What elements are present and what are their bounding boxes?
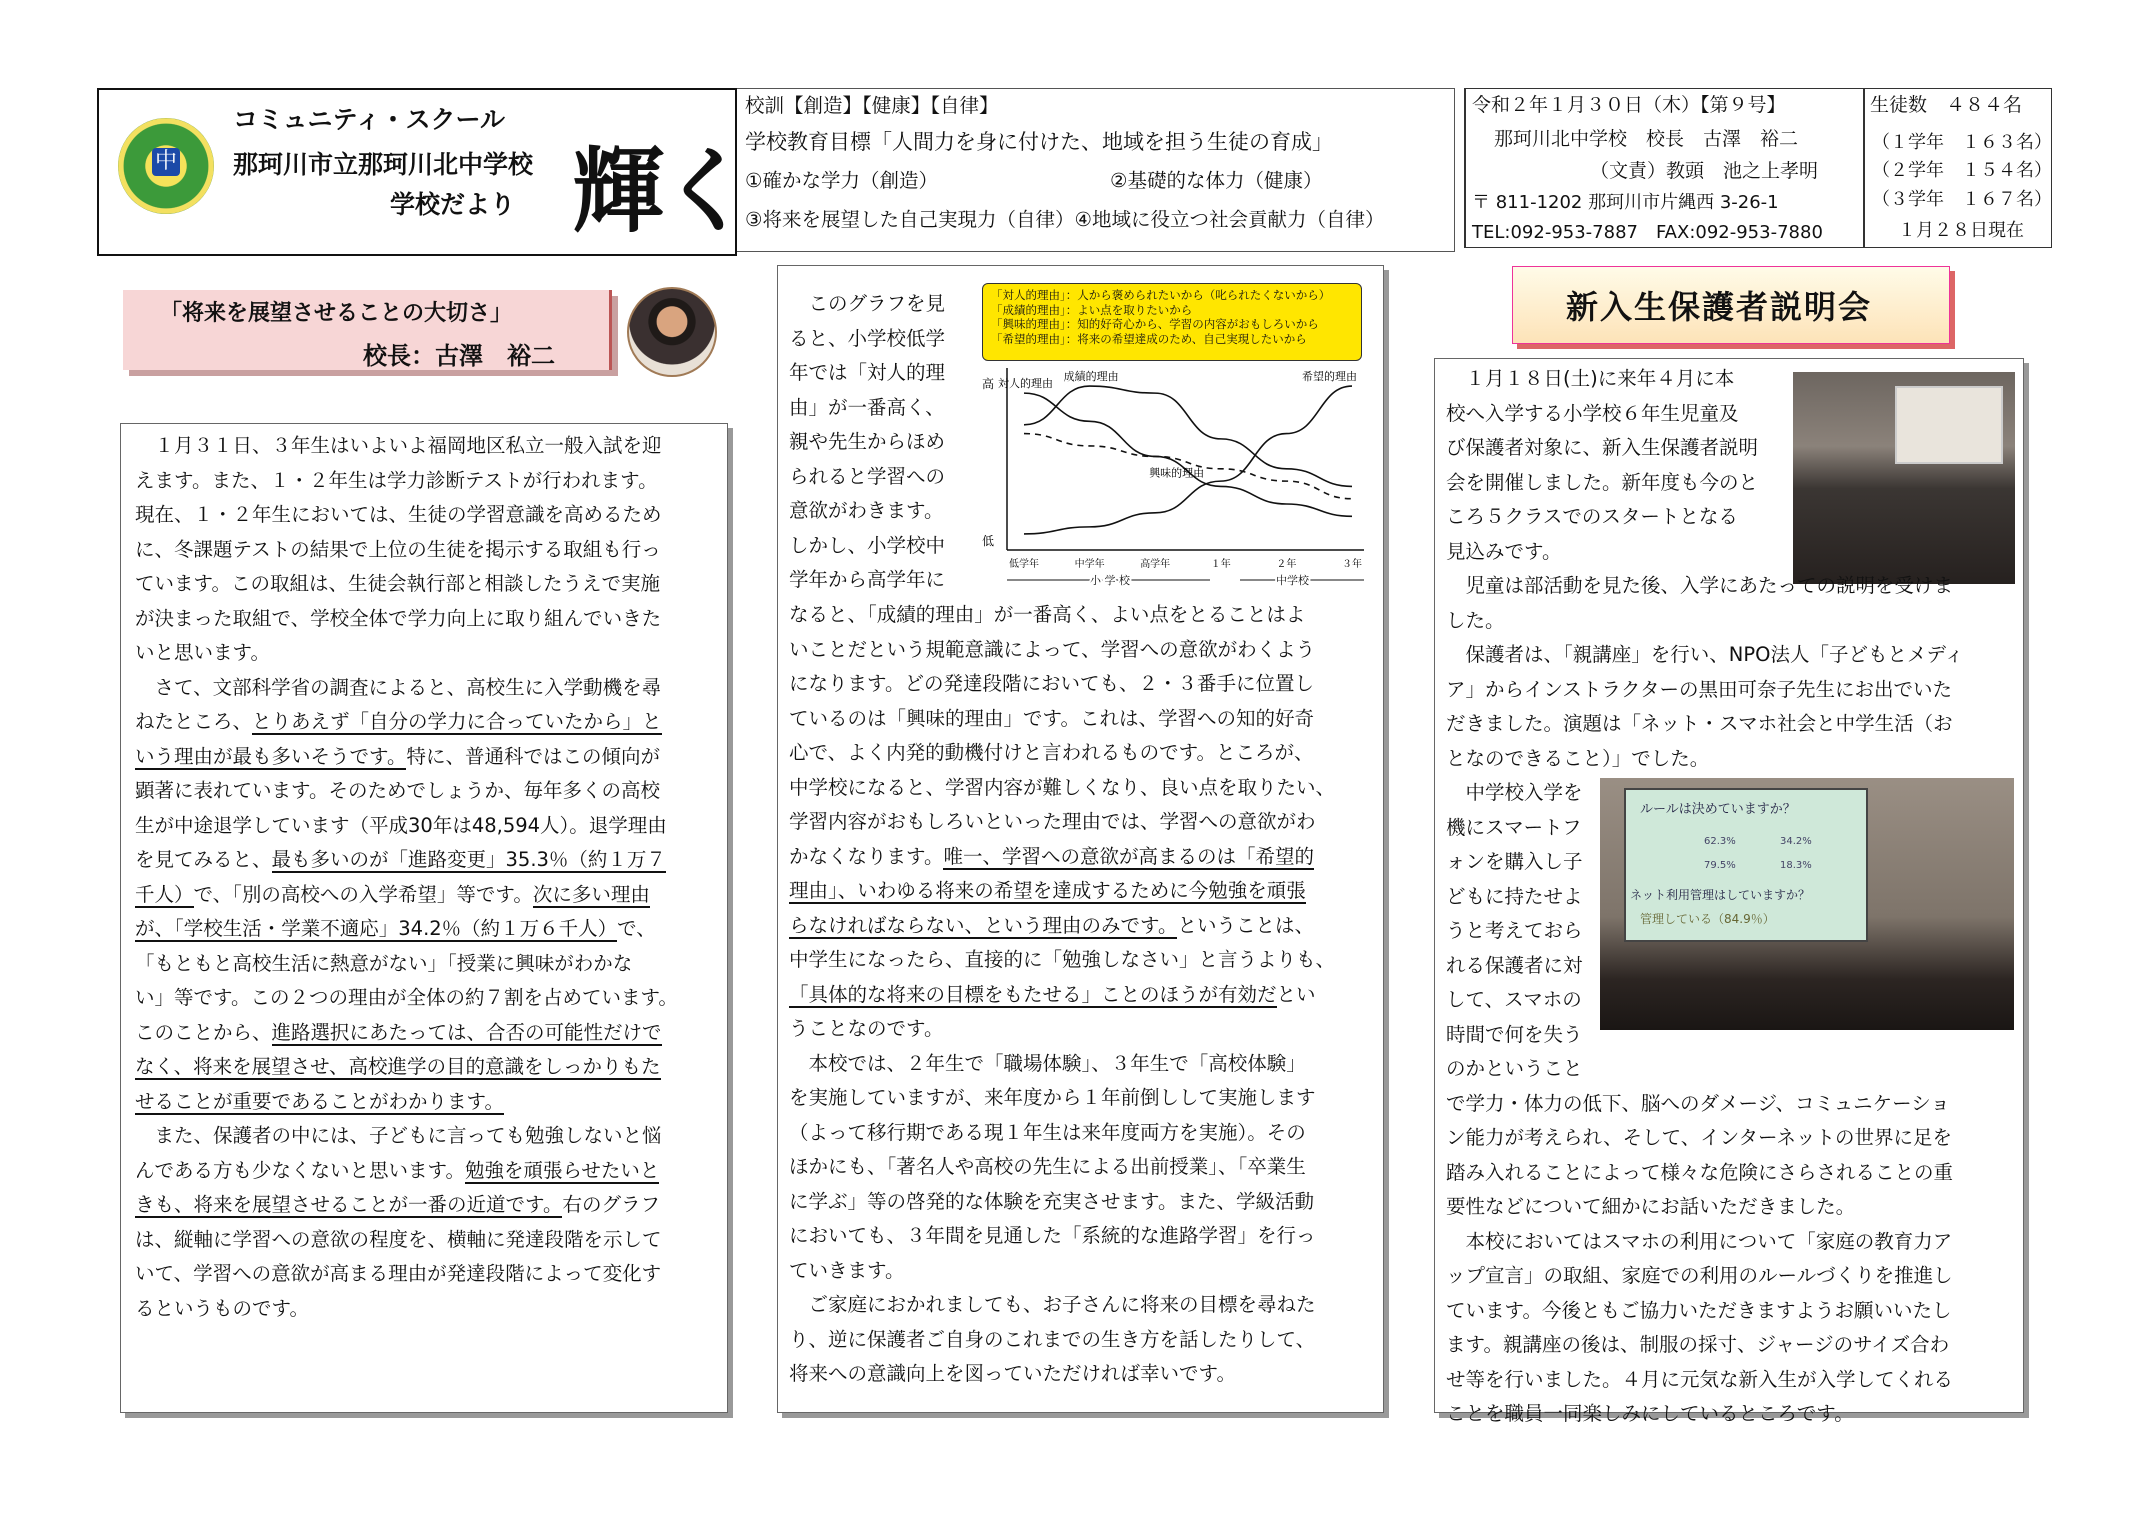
- goal-3-4: ③将来を展望した自己実現力（自律）④地域に役立つ社会貢献力（自律）: [745, 208, 1385, 231]
- underlined-text: 理由」、いわゆる将来の希望を達成するために今勉強を頑張: [789, 879, 1306, 902]
- text-line: 児童は部活動を見た後、入学にあたっての説明を受けま: [1446, 574, 1954, 597]
- text-line: 機にスマートフ: [1446, 815, 1582, 839]
- text-line: ォンを購入し子: [1446, 850, 1583, 873]
- underlined-text: が、「学校生活・学業不適応」34.2％（約１万６千人）: [135, 917, 618, 940]
- text-line: 学習内容がおもしろいといった理由では、学習への意欲がわ: [789, 810, 1316, 833]
- y-label-low: 低: [982, 534, 995, 548]
- article-author: 校長：古澤 裕二: [363, 342, 555, 370]
- text-line: [135, 1154, 678, 1189]
- text-run: とい: [1276, 982, 1316, 1006]
- legend-item: 「興味的理由」：知的好奇心から、学習の内容がおもしろいから: [991, 317, 1319, 332]
- text-line: 保護者は、「親講座」を行い、NPO法人「子どもとメディ: [1446, 643, 1964, 666]
- underlined-text: せることが重要であることがわかります。: [135, 1089, 504, 1113]
- editor-line: （文責）教頭 池之上孝明: [1590, 160, 1819, 182]
- text-line: なると、「成績的理由」が一番高く、よい点をとることはよ: [789, 603, 1306, 626]
- text-line: [135, 1050, 678, 1085]
- text-line: [135, 843, 678, 878]
- x-tick-label: ２年: [1276, 559, 1297, 570]
- phone-fax: TEL:092-953-7887 FAX:092-953-7880: [1472, 222, 1823, 243]
- text-run: で、「別の高校への入学希望」等です。: [193, 882, 533, 906]
- emblem-char: 中: [152, 148, 180, 176]
- text-line: [135, 740, 678, 775]
- text-line: また、保護者の中には、子どもに言っても勉強しないと悩: [135, 1124, 662, 1147]
- text-line: 心で、よく内発的動機付けと言われるものです。ところが、: [789, 741, 1314, 764]
- address: 〒 811-1202 那珂川市片縄西 3-26-1: [1472, 192, 1779, 213]
- text-line: 本校では、２年生で「職場体験」、３年生で「高校体験」: [789, 1051, 1306, 1075]
- legend-item: 「成績的理由」：よい点を取りたいから: [991, 302, 1193, 317]
- text-run: ねたところ、: [135, 710, 253, 733]
- text-line: び保護者対象に、新入生保護者説明: [1446, 436, 1759, 459]
- series-label: 対人的理由: [998, 377, 1053, 391]
- text-line: １月１８日(土)に来年４月に本: [1446, 367, 1735, 390]
- slide-stat: 管理している（84.9％）: [1640, 912, 1775, 926]
- text-line: [135, 705, 678, 740]
- text-line: り、逆に保護者ご自身のこれまでの生き方を話したりして、: [789, 1327, 1316, 1351]
- event-title: 新入生保護者説明会: [1566, 288, 1873, 326]
- text-line: ているのは「興味的理由」です。これは、学習への知的好奇: [789, 706, 1314, 730]
- text-run: このことから、: [135, 1020, 272, 1044]
- as-of-date: １月２８日現在: [1898, 220, 2024, 241]
- grade2-count: （２学年 １５４名）: [1872, 160, 2052, 181]
- slide-subtitle: ネット利用管理はしていますか？: [1630, 888, 1811, 902]
- text-line: 親や先生からほめ: [789, 430, 946, 453]
- underlined-text: いう理由が最も多いそうです。: [135, 744, 407, 768]
- text-line: 「もともと高校生活に熱意がない」「授業に興味がわかな: [135, 951, 633, 975]
- text-line: いて、学習への意欲が高まる理由が発達段階によって変化す: [135, 1262, 662, 1285]
- underlined-text: きも、将来を展望させることが一番の近道です。: [135, 1193, 563, 1216]
- text-line: ご家庭におかれましても、お子さんに将来の目標を尋ねた: [789, 1293, 1316, 1316]
- text-line: ています。今後ともご協力いただきますようお願いいたし: [1446, 1298, 1952, 1322]
- text-line: 時間で何を失う: [1446, 1022, 1583, 1046]
- underlined-text: 次に多い理由: [532, 882, 650, 906]
- newsletter-title: 輝く: [572, 137, 749, 245]
- text-line: [135, 1016, 678, 1051]
- col2-intro-text: [789, 287, 945, 598]
- slide-value: 62.3%: [1704, 836, 1736, 847]
- text-run: 右のグラフ: [562, 1193, 660, 1216]
- text-line: 本校においてはスマホの利用について「家庭の教育力ア: [1446, 1229, 1953, 1253]
- student-count: 生徒数 ４８４名: [1870, 94, 2023, 116]
- text-line: ップ宣言」の取組、家庭での利用のルールづくりを推進し: [1446, 1264, 1953, 1287]
- text-line: ています。この取組は、生徒会執行部と相談したうえで実施: [135, 572, 660, 595]
- text-line: えます。また、１・２年生は学力診断テストが行われます。: [135, 468, 658, 492]
- text-line: した。: [1446, 608, 1505, 632]
- text-line: うことなのです。: [789, 1017, 944, 1040]
- goal-2: ②基礎的な体力（健康）: [1110, 169, 1323, 192]
- text-line: で学力・体力の低下、脳へのダメージ、コミュニケーショ: [1446, 1091, 1950, 1115]
- series-line-3: [1024, 386, 1352, 534]
- text-line: るというものです。: [135, 1296, 309, 1320]
- underlined-text: 千人）: [135, 882, 194, 906]
- elementary-group-label: 小 学 校: [1090, 574, 1130, 587]
- text-line: い」等です。この２つの理由が全体の約７割を占めています。: [135, 986, 678, 1009]
- text-line: に、冬課題テストの結果で上位の生徒を掲示する取組も行っ: [135, 537, 661, 561]
- text-line: どもに持たせよ: [1446, 884, 1583, 908]
- community-school-label: コミュニティ・スクール: [233, 105, 506, 134]
- text-line: ン能力が考えられ、そして、インターネットの世界に足を: [1446, 1126, 1953, 1149]
- text-line: 意欲がわきます。: [789, 499, 944, 522]
- text-line: さて、文部科学省の調査によると、高校生に入学動機を尋: [135, 675, 662, 699]
- text-line: ことを職員一同楽しみにしているところです。: [1446, 1402, 1854, 1425]
- text-run: かなくなります。: [789, 844, 944, 868]
- text-line: を実施していますが、来年度から１年前倒しして実施します: [789, 1086, 1316, 1109]
- slide-value: 34.2%: [1780, 836, 1812, 847]
- text-line: 要性などについて細かにお話いただきました。: [1446, 1195, 1856, 1218]
- text-line: られると学習への: [789, 464, 946, 488]
- text-line: 年では「対人的理: [789, 361, 946, 384]
- text-line: 学年から高学年に: [789, 568, 946, 591]
- text-line: に学ぶ」等の啓発的な体験を充実させます。また、学級活動: [789, 1189, 1314, 1213]
- text-line: 現在、１・２年生においては、生徒の学習意識を高めるため: [135, 503, 662, 526]
- legend-item: 「希望的理由」：将来の希望達成のため、自己実現したいから: [991, 331, 1307, 346]
- slide-value: 79.5%: [1704, 860, 1736, 871]
- text-line: が決まった取組で、学校全体で学力向上に取り組んでいきた: [135, 606, 662, 630]
- text-line: 中学生になったら、直接的に「勉強しなさい」と言うよりも、: [789, 948, 1336, 971]
- text-line: せ等を行いました。４月に元気な新入生が入学してくれる: [1446, 1367, 1954, 1391]
- text-line: １月３１日、３年生はいよいよ福岡地区私立一般入試を迎: [135, 434, 662, 457]
- text-run: んである方も少なくないと思います。: [135, 1158, 465, 1182]
- issue-date: 令和２年１月３０日（木）【第９号】: [1472, 94, 1786, 116]
- text-line: して、スマホの: [1446, 988, 1582, 1011]
- newsletter-label: 学校だより: [390, 190, 516, 219]
- underlined-text: 唯一、学習への意欲が高まるのは「希望的: [943, 844, 1314, 868]
- text-line: 由」が一番高く、: [789, 395, 945, 419]
- x-tick-label: １年: [1210, 559, 1231, 570]
- series-label: 希望的理由: [1302, 370, 1357, 384]
- school-goal: 学校教育目標「人間力を身に付けた、地域を担う生徒の育成」: [745, 130, 1333, 154]
- slide-title: ルールは決めていますか？: [1640, 802, 1796, 817]
- juniorhigh-group-label: 中学校: [1276, 574, 1309, 587]
- text-run: 特に、普通科ではこの傾向が: [406, 744, 660, 768]
- underlined-text: 進路選択にあたっては、合否の可能性だけで: [271, 1020, 662, 1044]
- principal-line: 那珂川北中学校 校長 古澤 裕二: [1494, 128, 1799, 150]
- text-line: このグラフを見: [789, 292, 946, 315]
- article-title: 「将来を展望させることの大切さ」: [160, 301, 513, 326]
- motivation-chart: [972, 360, 1372, 592]
- text-line: 中学校になると、学習内容が難しくなり、良い点を取りたい、: [789, 775, 1336, 799]
- text-line: ます。親講座の後は、制服の採寸、ジャージのサイズ合わ: [1446, 1333, 1950, 1356]
- text-run: ということは、: [1177, 913, 1314, 937]
- x-tick-label: 低学年: [1009, 559, 1039, 570]
- text-line: 生が中途退学しています（平成30年は48,594人）。退学理由: [135, 813, 667, 837]
- text-line: [135, 1188, 678, 1223]
- grade3-count: （３学年 １６７名）: [1872, 189, 2052, 210]
- underlined-text: なく、将来を展望させ、高校進学の目的意識をしっかりもた: [135, 1055, 661, 1078]
- text-line: [789, 978, 1335, 1013]
- text-line: だきました。演題は「ネット・スマホ社会と中学生活（お: [1446, 712, 1953, 735]
- col1-text: [135, 429, 678, 1326]
- series-label: 成績的理由: [1063, 370, 1119, 384]
- text-line: は、縦軸に学習への意欲の程度を、横軸に発達段階を示して: [135, 1227, 662, 1251]
- text-line: 見込みです。: [1446, 539, 1562, 563]
- legend-item: 「対人的理由」：人から褒められたいから（叱られたくないから）: [991, 288, 1331, 302]
- underlined-text: 「具体的な将来の目標をもたせる」ことのほうが有効だ: [789, 982, 1277, 1006]
- text-line: しかし、小学校中: [789, 533, 946, 557]
- school-name: 那珂川市立那珂川北中学校: [233, 150, 534, 179]
- text-line: [135, 1085, 678, 1120]
- text-line: 顕著に表れています。そのためでしょうか、毎年多くの高校: [135, 779, 660, 802]
- text-line: うと考えておら: [1446, 919, 1583, 942]
- text-line: になります。どの発達段階においても、２・３番手に位置し: [789, 672, 1314, 695]
- text-line: [789, 874, 1335, 909]
- event-text-top: [1446, 362, 1964, 1432]
- text-line: いことだという規範意識によって、学習への意欲がわくよう: [789, 637, 1316, 661]
- text-line: ていきます。: [789, 1258, 905, 1282]
- x-tick-label: 高学年: [1140, 559, 1171, 570]
- text-line: 将来への意識向上を図っていただければ幸いです。: [789, 1362, 1236, 1385]
- x-tick-label: ３年: [1342, 559, 1362, 570]
- goal-1: ①確かな学力（創造）: [745, 169, 938, 192]
- text-line: [789, 840, 1335, 875]
- school-emblem-icon: [118, 118, 214, 214]
- underlined-text: 勉強を頑張らせたいと: [464, 1158, 660, 1182]
- text-line: [135, 878, 678, 913]
- text-line: ると、小学校低学: [789, 326, 946, 350]
- x-tick-label: 中学年: [1074, 559, 1105, 570]
- text-line: 中学校入学を: [1446, 781, 1583, 804]
- series-label: 興味的理由: [1149, 466, 1205, 480]
- text-line: れる保護者に対: [1446, 953, 1583, 977]
- slide-value: 18.3%: [1780, 860, 1812, 871]
- school-motto: 校訓【創造】【健康】【自律】: [745, 94, 999, 117]
- text-line: 校へ入学する小学校６年生児童及: [1446, 401, 1739, 425]
- underlined-text: らなければならない、という理由のみです。: [789, 913, 1178, 937]
- text-line: のかということ: [1446, 1057, 1583, 1080]
- grade1-count: （１学年 １６３名）: [1872, 132, 2052, 153]
- text-line: いと思います。: [135, 641, 270, 664]
- text-line: においても、３年間を見通した「系統的な進路学習」を行っ: [789, 1224, 1316, 1247]
- underlined-text: とりあえず「自分の学力に合っていたから」と: [252, 710, 662, 733]
- col2-text: [789, 598, 1335, 1392]
- text-line: [135, 912, 678, 947]
- text-line: ほかにも、「著名人や高校の先生による出前授業」、「卒業生: [789, 1155, 1306, 1178]
- text-line: ころ５クラスでのスタートとなる: [1446, 505, 1738, 528]
- text-run: を見てみると、: [135, 848, 272, 871]
- underlined-text: 最も多いのが「進路変更」35.3％（約１万７: [271, 848, 666, 871]
- text-line: 会を開催しました。新年度も今のと: [1446, 470, 1759, 494]
- principal-photo: [627, 287, 717, 377]
- text-line: となのできること）」でした。: [1446, 746, 1710, 770]
- text-line: [789, 909, 1335, 944]
- text-line: （よって移行期である現１年生は来年度両方を実施）。その: [789, 1120, 1306, 1144]
- text-line: ア」からインストラクターの黒田可奈子先生にお出でいた: [1446, 677, 1953, 701]
- text-run: で、: [617, 917, 656, 940]
- chart-legend: [982, 283, 1362, 361]
- y-label-high: 高: [982, 377, 995, 391]
- text-line: 踏み入れることによって様々な危険にさらされることの重: [1446, 1160, 1954, 1184]
